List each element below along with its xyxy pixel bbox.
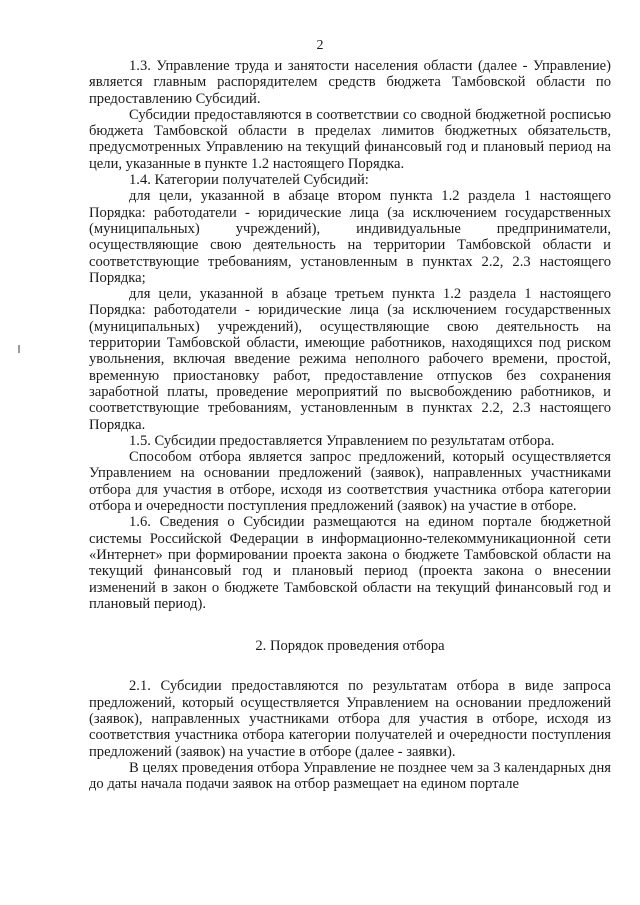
scan-margin-mark [18, 345, 20, 353]
paragraph-1-5: 1.5. Субсидии предоставляется Управлением по результатам отбора. [129, 432, 555, 449]
paragraph-subsidies-budget: Субсидии предоставляются в соответствии со сводной бюджетной росписью бюджета Тамбовской области в пределах лимитов бюджетных обязательств, предусмотренных Управлению на текущий финансовый год и плановый период на цели, указанные в пункте 1.2 настоящего Порядка. [89, 106, 611, 172]
paragraph-selection-announcement: В целях проведения отбора Управление не позднее чем за 3 календарных дня до даты начала подачи заявок на отбор размещает на едином портале [89, 759, 611, 793]
page-number: 2 [316, 38, 324, 53]
paragraph-1-4: 1.4. Категории получателей Субсидий: [129, 172, 369, 189]
paragraph-2-1: 2.1. Субсидии предоставляются по результатам отбора в виде запроса предложений, который осуществляется Управлением на основании предложений (заявок), направленных участниками отбора для участия в отборе, исходя из соответствия участника отбора категории получателей и очередности поступления предложений (заявок) на участие в отборе (далее - заявки). [89, 678, 611, 760]
paragraph-category-goal-3: для цели, указанной в абзаце третьем пункта 1.2 раздела 1 настоящего Порядка: работодатели - юридические лица (за исключением государственных (муниципальных) учреждений), осуществляющие свою деятельность на территории Тамбовской области, имеющие работников, находящихся под риском увольнения, включая введение режима неполного рабочего времени, простой, временную приостановку работ, предоставление отпусков без сохранения заработной платы, проведение мероприятий по высвобождению работников, и соответствующие требованиям, установленным в пунктах 2.2, 2.3 настоящего Порядка. [89, 286, 611, 433]
document-body [89, 58, 611, 792]
paragraph-1-3: 1.3. Управление труда и занятости населения области (далее - Управление) является главным распорядителем средств бюджета Тамбовской области по предоставлению Субсидий. [89, 58, 611, 107]
paragraph-selection-method: Способом отбора является запрос предложений, который осуществляется Управлением на основании предложений (заявок), направленных участниками отбора для участия в отборе, исходя из соответствия участника отбора категории отбора и очередности поступления предложений (заявок) на участие в отборе. [89, 449, 611, 515]
paragraph-1-6: 1.6. Сведения о Субсидии размещаются на едином портале бюджетной системы Российской Федерации в информационно-телекоммуникационной сети «Интернет» при формировании проекта закона о бюджете Тамбовской области на текущий финансовый год и плановый период (проекта закона о внесении изменений в закон о бюджете Тамбовской области на текущий финансовый год и плановый период). [89, 514, 611, 612]
paragraph-category-goal-2: для цели, указанной в абзаце втором пункта 1.2 раздела 1 настоящего Порядка: работодатели - юридические лица (за исключением государственных (муниципальных) учреждений), индивидуальные предприниматели, осуществляющие свою деятельность на территории Тамбовской области и соответствующие требованиям, установленным в пунктах 2.2, 2.3 настоящего Порядка; [89, 188, 611, 286]
section-2-heading: 2. Порядок проведения отбора [255, 638, 445, 655]
